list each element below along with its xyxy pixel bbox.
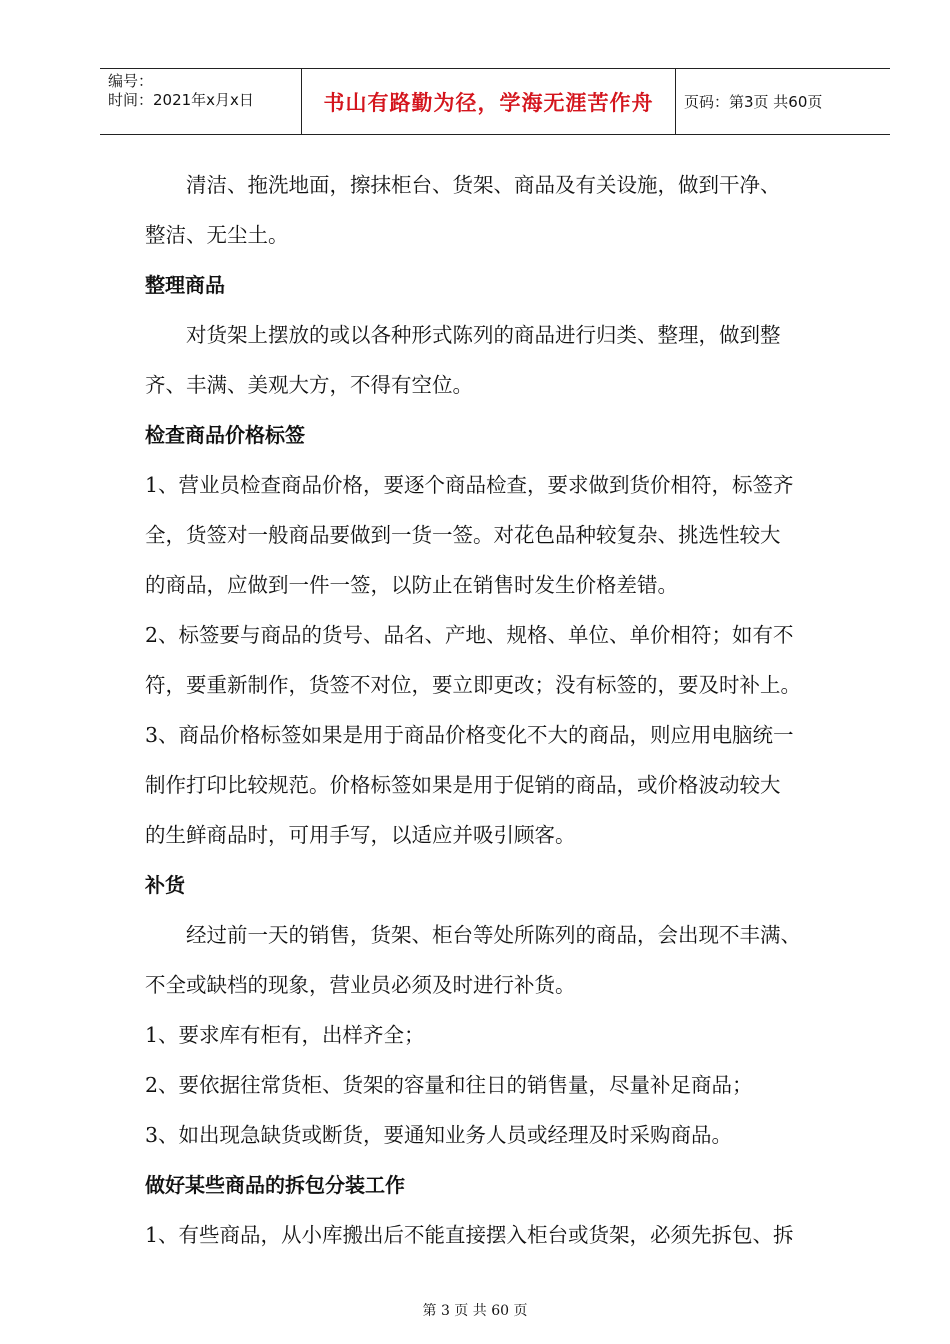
text-line: 2、标签要与商品的货号、品名、产地、规格、单位、单价相符；如有不 — [145, 623, 794, 647]
header-page-info: 页码：第3页 共60页 — [684, 93, 823, 111]
text-line: 经过前一天的销售，货架、柜台等处所陈列的商品，会出现不丰满、 — [186, 923, 801, 947]
text-line: 符，要重新制作，货签不对位，要立即更改；没有标签的，要及时补上。 — [145, 673, 801, 697]
text-line: 的商品，应做到一件一签，以防止在销售时发生价格差错。 — [145, 573, 678, 597]
number-label: 编号： — [108, 72, 154, 90]
paragraph-price-check-1 — [145, 460, 850, 610]
paragraph-restock — [145, 910, 850, 1010]
heading-price-labels: 检查商品价格标签 — [145, 423, 305, 447]
page-footer: 第 3 页 共 60 页 — [422, 1303, 528, 1319]
paragraph-restock-1: 1、要求库有柜有，出样齐全； — [145, 1023, 425, 1047]
paragraph-organize — [145, 310, 850, 410]
document-header — [100, 68, 890, 135]
heading-unpacking: 做好某些商品的拆包分装工作 — [145, 1173, 405, 1197]
header-meta-cell — [100, 69, 302, 134]
text-line: 全，货签对一般商品要做到一货一签。对花色品种较复杂、挑选性较大 — [145, 523, 781, 547]
paragraph-price-check-2 — [145, 610, 850, 710]
header-motto: 书山有路勤为径，学海无涯苦作舟 — [302, 69, 676, 134]
text-line: 整洁、无尘土。 — [145, 223, 289, 247]
paragraph-restock-2: 2、要依据往常货柜、货架的容量和往日的销售量，尽量补足商品； — [145, 1073, 753, 1097]
text-line: 制作打印比较规范。价格标签如果是用于促销的商品，或价格波动较大 — [145, 773, 781, 797]
paragraph-unpacking-1: 1、有些商品，从小库搬出后不能直接摆入柜台或货架，必须先拆包、拆 — [145, 1223, 794, 1247]
paragraph-price-check-3 — [145, 710, 850, 860]
text-line: 齐、丰满、美观大方，不得有空位。 — [145, 373, 473, 397]
paragraph-restock-3: 3、如出现急缺货或断货，要通知业务人员或经理及时采购商品。 — [145, 1123, 733, 1147]
text-line: 1、营业员检查商品价格，要逐个商品检查，要求做到货价相符，标签齐 — [145, 473, 794, 497]
time-label: 时间：2021年x月x日 — [108, 91, 254, 109]
text-line: 不全或缺档的现象，营业员必须及时进行补货。 — [145, 973, 576, 997]
text-line: 3、商品价格标签如果是用于商品价格变化不大的商品，则应用电脑统一 — [145, 723, 794, 747]
text-line: 对货架上摆放的或以各种形式陈列的商品进行归类、整理，做到整 — [186, 323, 781, 347]
heading-restock: 补货 — [145, 873, 185, 897]
document-body — [145, 160, 850, 1260]
heading-organize-goods: 整理商品 — [145, 273, 225, 297]
paragraph-cleaning — [145, 160, 850, 260]
text-line: 清洁、拖洗地面，擦抹柜台、货架、商品及有关设施，做到干净、 — [186, 173, 781, 197]
text-line: 的生鲜商品时，可用手写，以适应并吸引顾客。 — [145, 823, 576, 847]
